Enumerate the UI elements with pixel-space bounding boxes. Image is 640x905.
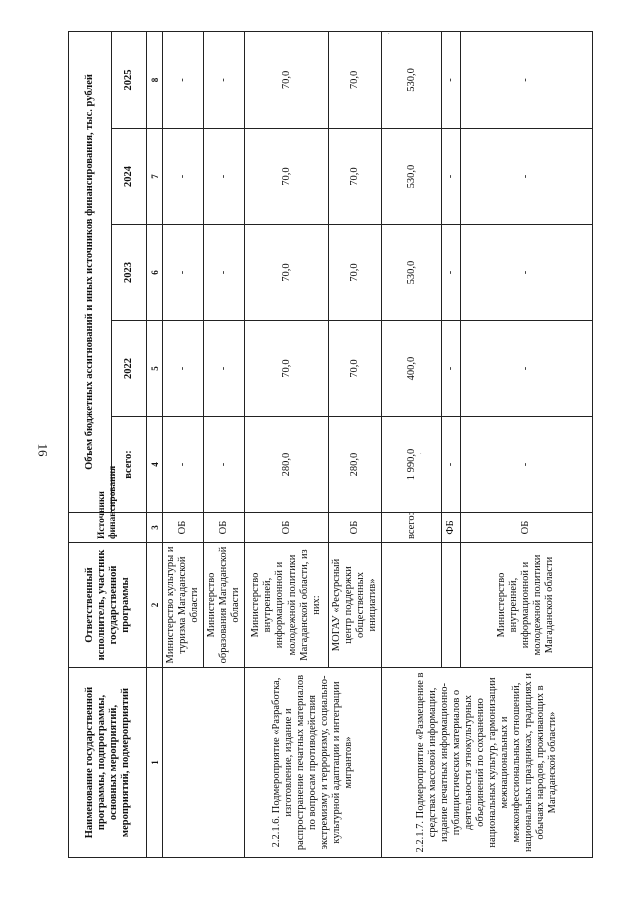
col-number: 1 <box>147 668 162 858</box>
cell-value: - <box>442 321 461 417</box>
cell-value: - <box>460 321 592 417</box>
col-number: 5 <box>147 321 162 417</box>
cell-responsible: Министерство образования Магаданской области <box>204 543 244 668</box>
col-number: 4 <box>147 417 162 513</box>
scan-speck: . <box>420 450 422 456</box>
cell-value: - <box>162 31 203 128</box>
cell-value: 530,0 <box>382 31 442 128</box>
cell-value: 70,0 <box>329 129 382 225</box>
cell-value: 530,0 <box>382 129 442 225</box>
header-source: Источники финансирования <box>69 513 147 543</box>
cell-source: ОБ <box>329 513 382 543</box>
funding-table <box>68 31 593 858</box>
cell-source: ОБ <box>162 513 203 543</box>
cell-value: - <box>204 225 244 321</box>
cell-source: ФБ <box>442 513 461 543</box>
cell-value: 70,0 <box>329 31 382 128</box>
cell-value: - <box>442 129 461 225</box>
cell-value: - <box>460 129 592 225</box>
cell-source: всего: <box>382 513 442 543</box>
cell-source: ОБ <box>460 513 592 543</box>
cell-value: - <box>204 31 244 128</box>
cell-value: 70,0 <box>329 225 382 321</box>
cell-value: 70,0 <box>244 225 329 321</box>
cell-responsible: Министерство культуры и туризма Магаданской области <box>162 543 203 668</box>
cell-value: - <box>442 31 461 128</box>
cell-value: 1 990,0 <box>382 417 442 513</box>
cell-name: 2.2.1.6. Подмероприятие «Разработка, изготовление, издание и распространение печатных материалов по вопросам противодействия экстремизму и терроризму, социально-культурной адаптации и интеграции мигрантов» <box>244 668 382 858</box>
funding-table-rotated <box>68 32 593 858</box>
cell-value: - <box>442 225 461 321</box>
col-number: 6 <box>147 225 162 321</box>
cell-value: - <box>460 417 592 513</box>
cell-responsible <box>382 543 442 668</box>
scan-speck: . <box>388 30 390 36</box>
cell-value: - <box>460 31 592 128</box>
cell-responsible: Министерство внутренней, информационной и молодежной политики Магаданской области, из них: <box>244 543 329 668</box>
cell-value: - <box>442 417 461 513</box>
cell-name: 2.2.1.7. Подмероприятие «Размещение в средствах массовой информации, издание печатных информационно-публицистических материалов о деятельности этнокультурных объединений по сохранению национальных культур, гармонизации межнациональных и межконфессиональных отношений, национальных праздниках, традициях и обычаях народов, проживающих в Магаданской области» <box>382 668 593 858</box>
cell-responsible <box>442 543 461 668</box>
cell-value: 70,0 <box>329 321 382 417</box>
col-number: 8 <box>147 31 162 128</box>
cell-value: 70,0 <box>244 31 329 128</box>
cell-value: - <box>162 417 203 513</box>
cell-value: 280,0 <box>244 417 329 513</box>
cell-value: - <box>204 417 244 513</box>
cell-value: - <box>460 225 592 321</box>
table-row <box>244 31 329 857</box>
header-year: 2022 <box>112 321 147 417</box>
table-row <box>382 31 442 857</box>
header-funding: Объем бюджетных ассигнований и иных источников финансирования, тыс. рублей <box>69 31 112 512</box>
header-responsible: Ответственный исполнитель, участник государственной программы <box>69 543 147 668</box>
col-number: 3 <box>147 513 162 543</box>
cell-value: - <box>204 321 244 417</box>
cell-value: - <box>204 129 244 225</box>
cell-name <box>162 668 244 858</box>
cell-value: 70,0 <box>244 321 329 417</box>
col-number: 2 <box>147 543 162 668</box>
header-year: 2023 <box>112 225 147 321</box>
header-name: Наименование государственной программы, подпрограммы, основных мероприятий, мероприятий, подмероприятий <box>69 668 147 858</box>
cell-source: ОБ <box>244 513 329 543</box>
col-number: 7 <box>147 129 162 225</box>
cell-source: ОБ <box>204 513 244 543</box>
page-number: 16 <box>35 443 51 457</box>
header-total: всего: <box>112 417 147 513</box>
cell-value: - <box>162 225 203 321</box>
cell-value: - <box>162 321 203 417</box>
cell-responsible: Министерство внутренней, информационной и молодежной политики Магаданской области <box>460 543 592 668</box>
table-row <box>162 31 203 857</box>
header-year: 2024 <box>112 129 147 225</box>
cell-value: 400,0 <box>382 321 442 417</box>
cell-responsible: МОГАУ «Ресурсный центр поддержки общественных инициатив» <box>329 543 382 668</box>
cell-value: - <box>162 129 203 225</box>
cell-value: 280,0 <box>329 417 382 513</box>
cell-value: 530,0 <box>382 225 442 321</box>
cell-value: 70,0 <box>244 129 329 225</box>
header-year: 2025 <box>112 31 147 128</box>
